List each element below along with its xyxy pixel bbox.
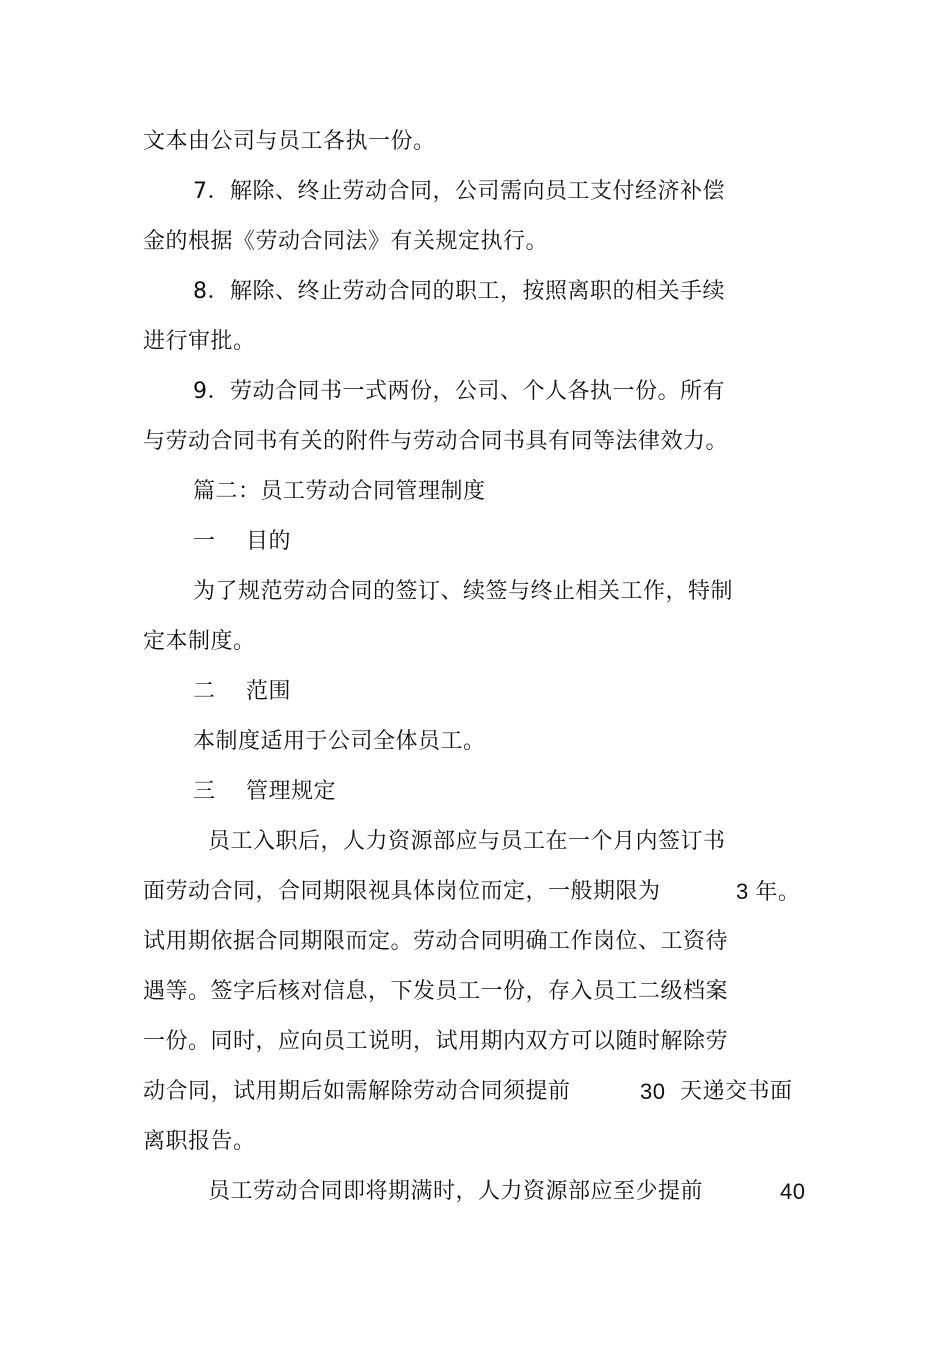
text-line: 一份。同时，应向员工说明，试用期内双方可以随时解除劳 (143, 1029, 729, 1054)
text-line: 本制度适用于公司全体员工。 (193, 729, 486, 754)
text-line: 文本由公司与员工各执一份。 (143, 129, 436, 154)
text-line: 离职报告。 (143, 1129, 256, 1154)
text-line: 9．劳动合同书一式两份，公司、个人各执一份。所有 (193, 379, 725, 404)
text-fragment: 40 (780, 1179, 806, 1204)
text-line: 7．解除、终止劳动合同，公司需向员工支付经济补偿 (193, 179, 725, 204)
text-fragment: 3 年。 (736, 879, 801, 904)
text-line: 员工劳动合同即将期满时，人力资源部应至少提前 (208, 1179, 704, 1204)
section-number: 一 (193, 529, 216, 554)
text-line: 为了规范劳动合同的签订、续签与终止相关工作，特制 (193, 579, 734, 604)
section-number: 三 (193, 779, 216, 804)
section-title: 管理规定 (246, 779, 337, 804)
section-title: 范围 (246, 679, 292, 704)
section-title: 目的 (246, 529, 292, 554)
text-line: 定本制度。 (143, 629, 256, 654)
text-fragment: 天递交书面 (680, 1079, 793, 1104)
text-line: 面劳动合同，合同期限视具体岗位而定，一般期限为 (143, 879, 661, 904)
text-line: 试用期依据合同期限而定。劳动合同明确工作岗位、工资待 (143, 929, 729, 954)
section-number: 二 (193, 679, 216, 704)
text-line: 与劳动合同书有关的附件与劳动合同书具有同等法律效力。 (143, 429, 729, 454)
text-line: 进行审批。 (143, 329, 256, 354)
text-line: 遇等。签字后核对信息，下发员工一份，存入员工二级档案 (143, 979, 729, 1004)
text-line: 金的根据《劳动合同法》有关规定执行。 (143, 229, 549, 254)
text-line: 员工入职后，人力资源部应与员工在一个月内签订书 (208, 829, 726, 854)
text-line: 8．解除、终止劳动合同的职工，按照离职的相关手续 (193, 279, 725, 304)
text-line: 动合同，试用期后如需解除劳动合同须提前 (143, 1079, 571, 1104)
section-heading: 篇二：员工劳动合同管理制度 (193, 479, 486, 504)
text-fragment: 30 (640, 1079, 666, 1104)
